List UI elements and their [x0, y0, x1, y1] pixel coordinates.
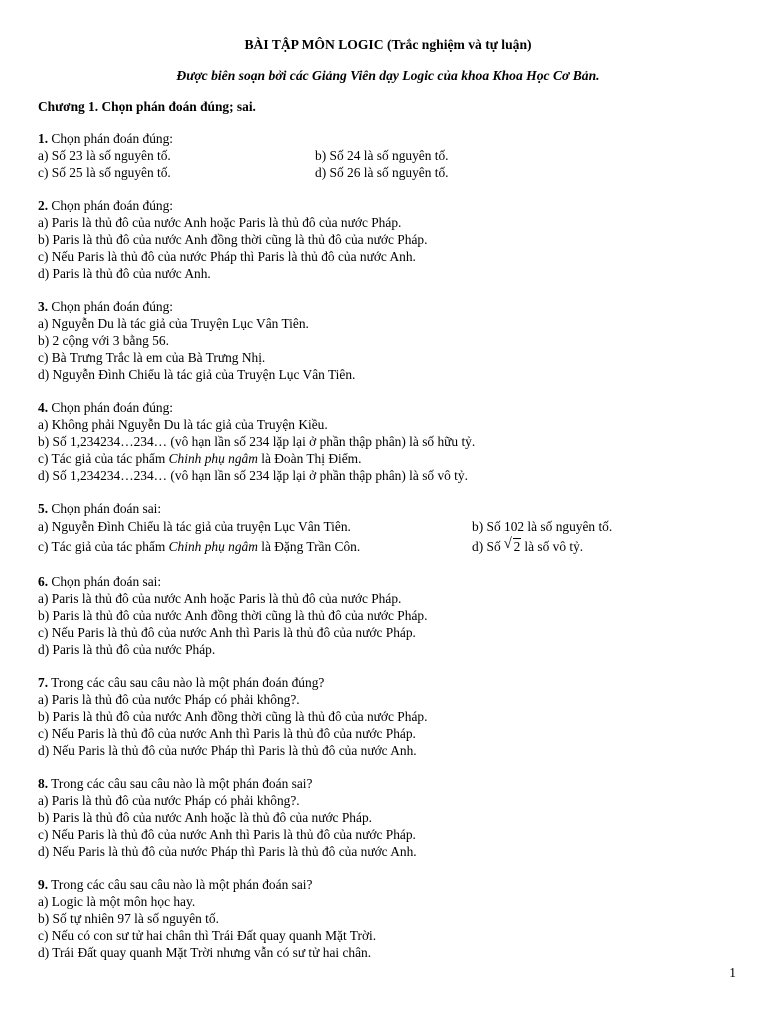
option-d: d) Số 1,234234…234… (vô hạn lần số 234 lặp lại ở phần thập phân) là số vô tỷ.: [38, 468, 468, 483]
option-b: b) 2 cộng với 3 bằng 56.: [38, 333, 169, 348]
question-8-stem: [38, 775, 738, 792]
question-7: [38, 674, 738, 759]
option-a: a) Nguyễn Du là tác giả của Truyện Lục Vân Tiên.: [38, 316, 309, 331]
option-c: c) Bà Trưng Trắc là em của Bà Trưng Nhị.: [38, 350, 266, 365]
option-b: b) Paris là thủ đô của nước Anh đồng thời cũng là thủ đô của nước Pháp.: [38, 709, 428, 724]
option-d: [472, 537, 583, 557]
option-b: b) Số tự nhiên 97 là số nguyên tố.: [38, 911, 219, 926]
option-b: b) Số 102 là số nguyên tố.: [472, 519, 613, 534]
option-c: c) Nếu Paris là thủ đô của nước Anh thì Paris là thủ đô của nước Pháp.: [38, 827, 416, 842]
question-4-stem: [38, 399, 738, 416]
question-9: [38, 876, 738, 961]
question-number: 1.: [38, 131, 49, 146]
question-text: Trong các câu sau câu nào là một phán đoán đúng?: [48, 675, 325, 690]
option-b: b) Paris là thủ đô của nước Anh đồng thời cũng là thủ đô của nước Pháp.: [38, 232, 428, 247]
question-text: Chọn phán đoán đúng:: [48, 400, 174, 415]
work-title: Chinh phụ ngâm: [168, 539, 258, 554]
question-number: 9.: [38, 877, 49, 892]
option-a: a) Paris là thủ đô của nước Pháp có phải không?.: [38, 793, 300, 808]
option-c: c) Nếu Paris là thủ đô của nước Pháp thì Paris là thủ đô của nước Anh.: [38, 249, 416, 264]
question-2: [38, 197, 738, 282]
options-row: [38, 517, 738, 537]
question-text: Trong các câu sau câu nào là một phán đoán sai?: [48, 776, 313, 791]
question-7-stem: [38, 674, 738, 691]
option-b: b) Paris là thủ đô của nước Anh hoặc là thủ đô của nước Pháp.: [38, 810, 372, 825]
option-d: d) Nguyễn Đình Chiểu là tác giả của Truyện Lục Vân Tiên.: [38, 367, 356, 382]
options-row: [38, 537, 738, 557]
option-d: d) Paris là thủ đô của nước Pháp.: [38, 642, 216, 657]
option-a: a) Số 23 là số nguyên tố.: [38, 148, 171, 163]
question-6-stem: [38, 573, 738, 590]
question-text: Trong các câu sau câu nào là một phán đoán sai?: [48, 877, 313, 892]
page-number: 1: [729, 965, 736, 980]
options-row: [38, 147, 738, 164]
question-number: 3.: [38, 299, 49, 314]
option-a: a) Paris là thủ đô của nước Anh hoặc Paris là thủ đô của nước Pháp.: [38, 215, 402, 230]
chapter-heading: Chương 1. Chọn phán đoán đúng; sai.: [38, 99, 256, 114]
question-8: [38, 775, 738, 860]
document-page: [38, 36, 738, 977]
option-a: a) Logic là một môn học hay.: [38, 894, 196, 909]
option-text: là Đoàn Thị Điểm.: [257, 451, 362, 466]
question-3: [38, 298, 738, 383]
option-a: a) Không phải Nguyễn Du là tác giả của Truyện Kiều.: [38, 417, 328, 432]
question-4: [38, 399, 738, 484]
option-c: c) Nếu Paris là thủ đô của nước Anh thì Paris là thủ đô của nước Pháp.: [38, 625, 416, 640]
option-d: d) Nếu Paris là thủ đô của nước Pháp thì Paris là thủ đô của nước Anh.: [38, 844, 417, 859]
option-c: [38, 450, 738, 467]
radicand: 2: [513, 539, 521, 554]
option-c: c) Số 25 là số nguyên tố.: [38, 165, 171, 180]
document-title: BÀI TẬP MÔN LOGIC (Trắc nghiệm và tự luận): [244, 37, 532, 52]
option-a: a) Paris là thủ đô của nước Pháp có phải không?.: [38, 692, 300, 707]
question-number: 6.: [38, 574, 49, 589]
option-d: d) Nếu Paris là thủ đô của nước Pháp thì Paris là thủ đô của nước Anh.: [38, 743, 417, 758]
radical-sign-icon: √: [503, 536, 512, 552]
option-d: d) Paris là thủ đô của nước Anh.: [38, 266, 211, 281]
question-2-stem: [38, 197, 738, 214]
question-text: Chọn phán đoán sai:: [48, 574, 162, 589]
question-text: Chọn phán đoán đúng:: [48, 198, 174, 213]
option-text: c) Tác giả của tác phẩm: [38, 451, 169, 466]
option-text: là Đặng Trần Côn.: [257, 539, 361, 554]
question-text: Chọn phán đoán sai:: [48, 501, 162, 516]
question-3-stem: [38, 298, 738, 315]
option-c: c) Nếu Paris là thủ đô của nước Anh thì Paris là thủ đô của nước Pháp.: [38, 726, 416, 741]
question-text: Chọn phán đoán đúng:: [48, 131, 174, 146]
option-b: b) Số 24 là số nguyên tố.: [315, 148, 449, 163]
work-title: Chinh phụ ngâm: [168, 451, 258, 466]
question-number: 4.: [38, 400, 49, 415]
option-text: c) Tác giả của tác phẩm: [38, 539, 169, 554]
option-text: là số vô tỷ.: [524, 539, 584, 554]
question-5: [38, 500, 738, 557]
question-number: 5.: [38, 501, 49, 516]
question-number: 7.: [38, 675, 49, 690]
question-text: Chọn phán đoán đúng:: [48, 299, 174, 314]
square-root-symbol: [504, 537, 522, 557]
options-row: [38, 164, 738, 181]
question-5-stem: [38, 500, 738, 517]
option-c: [38, 537, 472, 557]
option-text: d) Số: [472, 539, 501, 554]
question-6: [38, 573, 738, 658]
option-d: d) Số 26 là số nguyên tố.: [315, 165, 449, 180]
option-a: a) Paris là thủ đô của nước Anh hoặc Paris là thủ đô của nước Pháp.: [38, 591, 402, 606]
question-number: 8.: [38, 776, 49, 791]
question-9-stem: [38, 876, 738, 893]
question-1-stem: [38, 130, 738, 147]
option-d: d) Trái Đất quay quanh Mặt Trời nhưng vẫn có sư tử hai chân.: [38, 945, 372, 960]
document-subtitle: Được biên soạn bởi các Giảng Viên dạy Logic của khoa Khoa Học Cơ Bản.: [176, 68, 600, 83]
question-1: [38, 130, 738, 181]
option-b: b) Số 1,234234…234… (vô hạn lần số 234 lặp lại ở phần thập phân) là số hữu tỷ.: [38, 434, 476, 449]
option-a: a) Nguyễn Đình Chiểu là tác giả của truyện Lục Vân Tiên.: [38, 519, 351, 534]
question-number: 2.: [38, 198, 49, 213]
option-b: b) Paris là thủ đô của nước Anh đồng thời cũng là thủ đô của nước Pháp.: [38, 608, 428, 623]
option-c: c) Nếu có con sư tử hai chân thì Trái Đất quay quanh Mặt Trời.: [38, 928, 377, 943]
